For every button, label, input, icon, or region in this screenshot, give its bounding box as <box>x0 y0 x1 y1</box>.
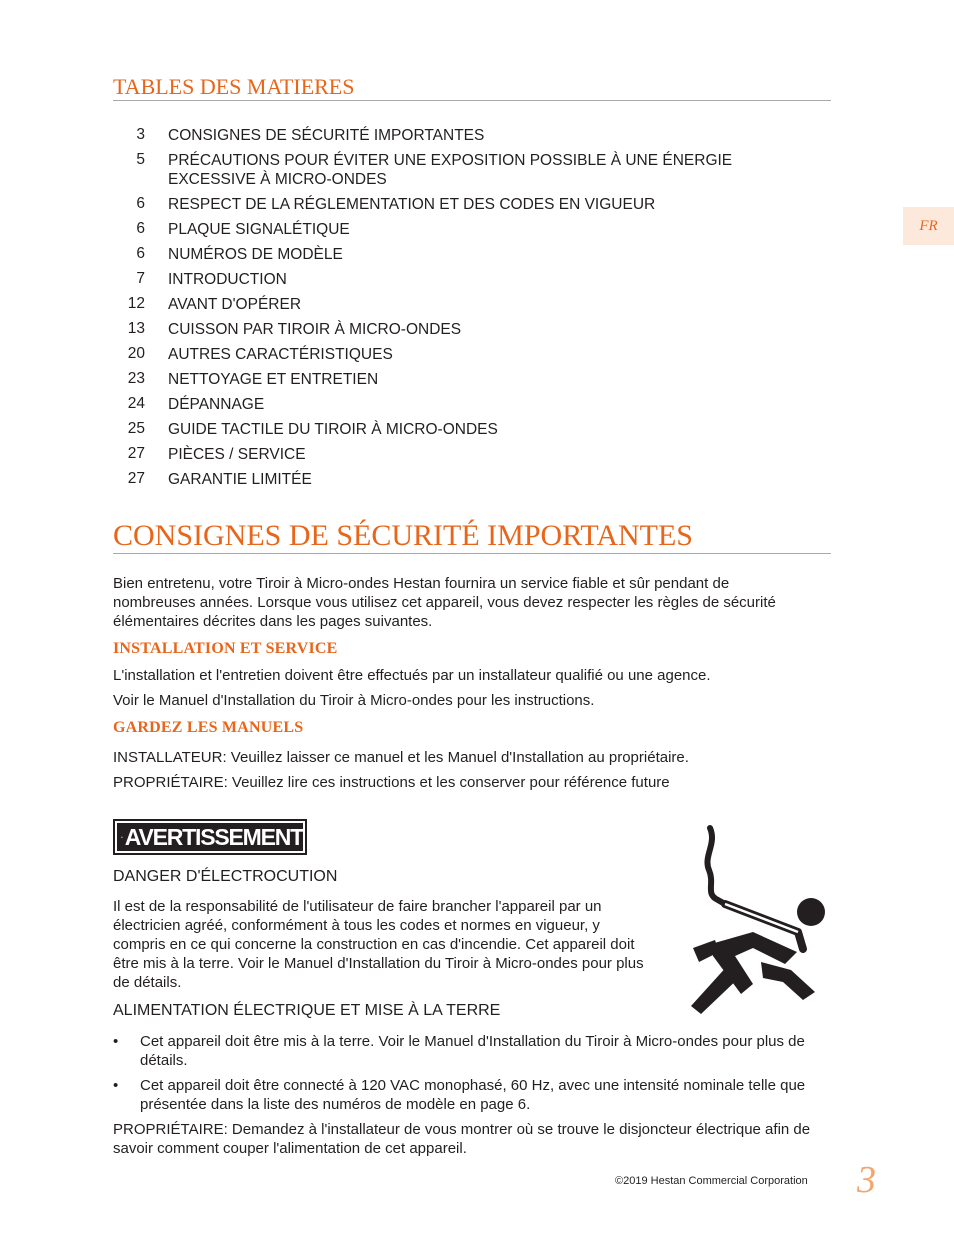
safety-intro-paragraph: Bien entretenu, votre Tiroir à Micro-ondes Hestan fournira un service fiable et sûr pendant de nombreuses années. Lorsque vous utilisez cet appareil, vous devez respecter les règles de sécurité élémentaires décrites dans les pages suivantes. <box>113 575 776 630</box>
warning-label <box>113 819 307 855</box>
electric-shock-icon <box>683 824 833 1024</box>
manuals-paragraph-2: PROPRIÉTAIRE: Veuillez lire ces instructions et les conserver pour référence future <box>113 774 670 791</box>
bullet-icon: • <box>113 1077 119 1094</box>
toc-page-number: 27 <box>127 445 145 462</box>
toc-entry-title: GARANTIE LIMITÉE <box>168 471 312 488</box>
language-tab-fr[interactable]: FR <box>903 207 954 245</box>
install-paragraph-2: Voir le Manuel d'Installation du Tiroir à Micro-ondes pour les instructions. <box>113 692 595 709</box>
toc-entry-title: GUIDE TACTILE DU TIROIR À MICRO-ONDES <box>168 421 498 438</box>
toc-page-number: 13 <box>127 320 145 337</box>
footer-copyright: ©2019 Hestan Commercial Corporation <box>615 1175 808 1187</box>
list-item-text: Cet appareil doit être mis à la terre. Voir le Manuel d'Installation du Tiroir à Micro-ondes pour plus de détails. <box>140 1033 805 1069</box>
toc-title: TABLES DES MATIERES <box>113 74 831 101</box>
manuals-paragraph-1: INSTALLATEUR: Veuillez laisser ce manuel et les Manuel d'Installation au propriétaire. <box>113 749 689 766</box>
page-number: 3 <box>857 1159 876 1201</box>
keep-manuals-heading: GARDEZ LES MANUELS <box>113 719 304 736</box>
toc-page-number: 24 <box>127 395 145 412</box>
bullet-icon: • <box>113 1033 119 1050</box>
toc-page-number: 25 <box>127 420 145 437</box>
install-paragraph-1: L'installation et l'entretien doivent être effectués par un installateur qualifié ou une agence. <box>113 667 711 684</box>
power-grounding-heading: ALIMENTATION ÉLECTRIQUE ET MISE À LA TERRE <box>113 1002 501 1019</box>
toc-entry-title: CONSIGNES DE SÉCURITÉ IMPORTANTES <box>168 127 485 144</box>
install-service-heading: INSTALLATION ET SERVICE <box>113 640 338 657</box>
list-item-text: Cet appareil doit être connecté à 120 VAC monophasé, 60 Hz, avec une intensité nominale telle que présentée dans la liste des numéros de modèle en page 6. <box>140 1077 806 1113</box>
toc-page-number: 6 <box>136 245 145 262</box>
toc-page-number: 6 <box>136 195 145 212</box>
toc-entry-title: AUTRES CARACTÉRISTIQUES <box>168 346 393 363</box>
toc-entry-title: NUMÉROS DE MODÈLE <box>168 246 343 263</box>
warning-triangle-icon <box>121 826 123 848</box>
toc-page-number: 27 <box>127 470 145 487</box>
toc-entry-title: NETTOYAGE ET ENTRETIEN <box>168 371 379 388</box>
safety-section-title: CONSIGNES DE SÉCURITÉ IMPORTANTES <box>113 519 831 554</box>
toc-entry-title: INTRODUCTION <box>168 271 287 288</box>
toc-page-number: 5 <box>136 151 145 168</box>
toc-entry-title: AVANT D'OPÉRER <box>168 296 302 313</box>
toc-page-number: 20 <box>127 345 145 362</box>
toc-page-number: 6 <box>136 220 145 237</box>
toc-entry-title: PIÈCES / SERVICE <box>168 446 306 463</box>
owner-paragraph: PROPRIÉTAIRE: Demandez à l'installateur de vous montrer où se trouve le disjoncteur électrique afin de savoir comment couper l'alimentation de cet appareil. <box>113 1121 811 1157</box>
electric-shock-paragraph: Il est de la responsabilité de l'utilisateur de faire brancher l'appareil par un électricien agréé, conformément à tous les codes et normes en vigueur, y compris en ce qui concerne la construction en cas d'incendie. Cet appareil doit être mis à la terre. Voir le Manuel d'Installation du Tiroir à Micro-ondes pour plus de détails. <box>113 898 644 991</box>
toc-entry-title: RESPECT DE LA RÉGLEMENTATION ET DES CODES EN VIGUEUR <box>168 196 656 213</box>
toc-page-number: 23 <box>127 370 145 387</box>
electric-shock-heading: DANGER D'ÉLECTROCUTION <box>113 868 338 885</box>
toc-page-number: 7 <box>136 270 145 287</box>
toc-entry-title: CUISSON PAR TIROIR À MICRO-ONDES <box>168 321 462 338</box>
toc-entry-title: DÉPANNAGE <box>168 396 265 413</box>
toc-page-number: 3 <box>136 126 145 143</box>
toc-entry-title: PLAQUE SIGNALÉTIQUE <box>168 221 350 238</box>
toc-page-number: 12 <box>127 295 145 312</box>
toc-entry-title: PRÉCAUTIONS POUR ÉVITER UNE EXPOSITION POSSIBLE À UNE ÉNERGIE EXCESSIVE À MICRO-ONDES <box>168 152 733 188</box>
warning-label-text: AVERTISSEMENT <box>124 823 303 850</box>
